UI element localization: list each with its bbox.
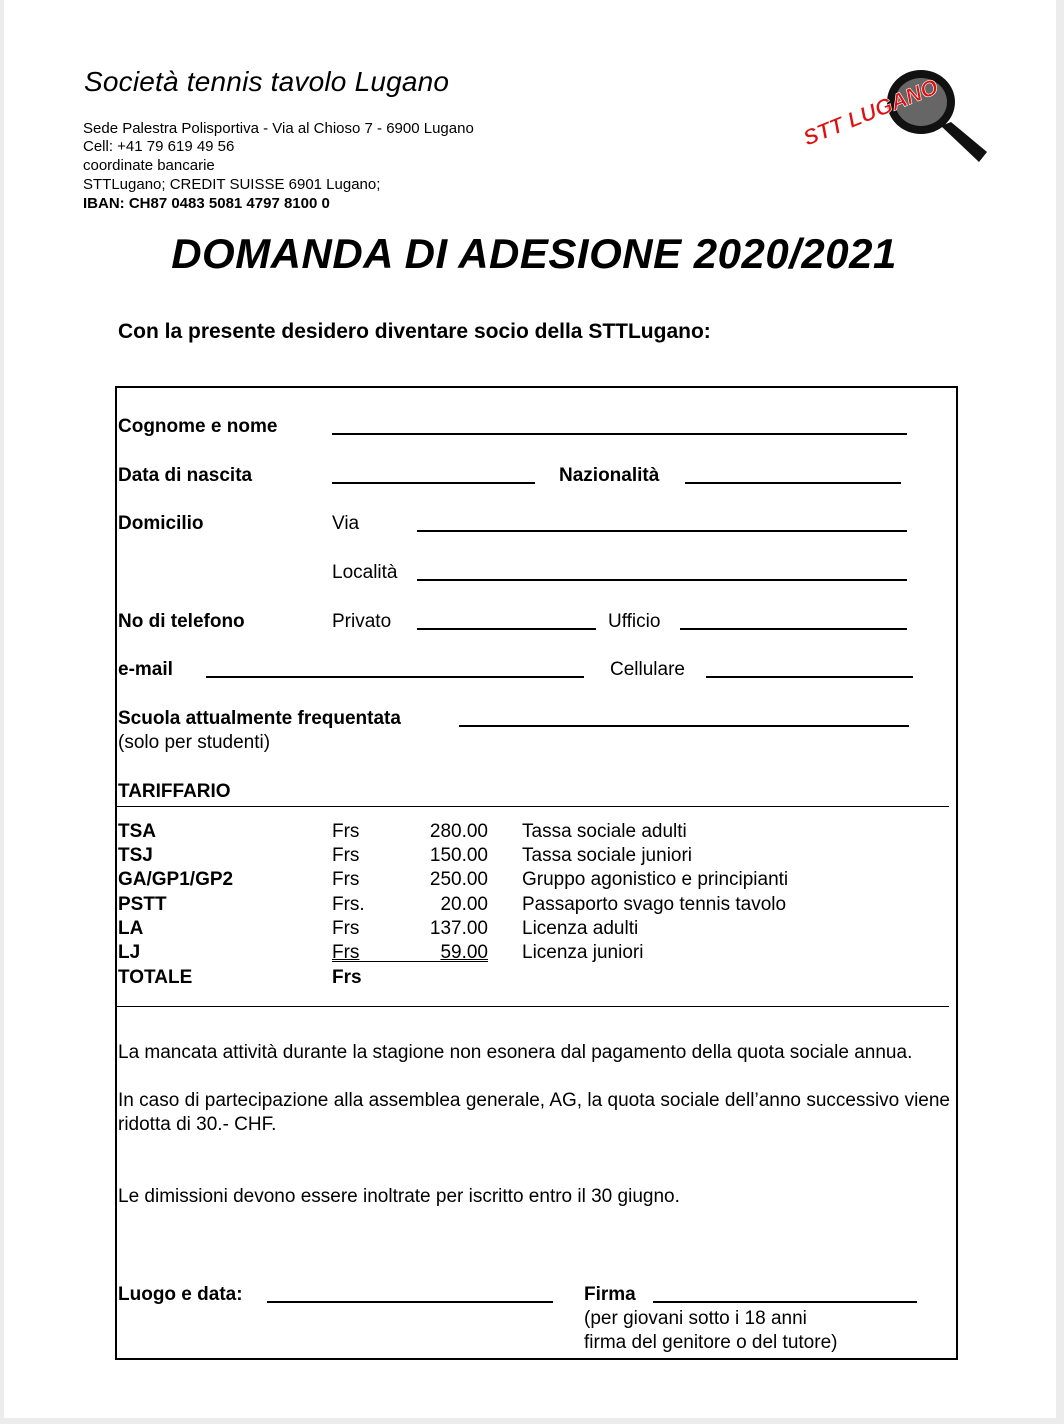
localita-field[interactable] xyxy=(417,579,907,581)
tariff-amount: 280.00 xyxy=(429,821,488,842)
label-scuola: Scuola attualmente frequentata xyxy=(118,708,401,729)
cognome-field[interactable] xyxy=(332,433,907,435)
ufficio-field[interactable] xyxy=(680,628,907,630)
tariff-description: Passaporto svago tennis tavolo xyxy=(522,893,787,915)
label-email: e-mail xyxy=(118,659,173,680)
label-privato: Privato xyxy=(332,611,392,632)
tariff-currency: Frs. xyxy=(332,893,365,915)
nascita-field[interactable] xyxy=(332,482,535,484)
tariff-description: Tassa sociale adulti xyxy=(522,821,687,842)
label-telefono: No di telefono xyxy=(118,611,245,632)
tariff-currency: Frs xyxy=(332,917,360,939)
tariff-currency: Frs xyxy=(332,869,360,891)
tariff-code: LA xyxy=(118,917,144,939)
tariff-description: Licenza juniori xyxy=(522,942,644,963)
scuola-field[interactable] xyxy=(459,725,909,727)
note-activity: La mancata attività durante la stagione non esonera dal pagamento della quota sociale annua. xyxy=(118,1042,913,1063)
note-assembly: In caso di partecipazione alla assemblea generale, AG, la quota sociale dell’anno successivo viene ridotta di 30.- CHF. xyxy=(118,1090,950,1135)
cell-line: Cell: +41 79 619 49 56 xyxy=(83,138,235,155)
note-resignation: Le dimissioni devono essere inoltrate per iscritto entro il 30 giugno. xyxy=(118,1186,680,1207)
tariff-amount: 59.00 xyxy=(440,942,488,963)
divider xyxy=(117,806,949,807)
tariff-amount: 20.00 xyxy=(440,893,488,915)
label-via: Via xyxy=(332,513,360,534)
document-page xyxy=(4,0,1056,1418)
bank-label: coordinate bancarie xyxy=(83,157,215,174)
tariff-amount: 137.00 xyxy=(429,917,488,939)
subtotal-underline xyxy=(332,961,488,962)
logo-text: STT LUGANO xyxy=(799,73,942,151)
tariff-description: Gruppo agonistico e principianti xyxy=(522,869,789,891)
firma-note-1: (per giovani sotto i 18 anni xyxy=(584,1308,807,1329)
firma-field[interactable] xyxy=(653,1301,917,1303)
tariff-description: Licenza adulti xyxy=(522,917,639,939)
tariff-code: PSTT xyxy=(118,893,167,915)
cellulare-field[interactable] xyxy=(706,676,913,678)
tariff-currency: Frs xyxy=(332,942,360,963)
label-domicilio: Domicilio xyxy=(118,513,204,534)
iban-line: IBAN: CH87 0483 5081 4797 8100 0 xyxy=(83,195,330,212)
label-cognome: Cognome e nome xyxy=(118,416,278,437)
tariff-code: GA/GP1/GP2 xyxy=(118,869,234,891)
address-line: Sede Palestra Polisportiva - Via al Chioso 7 - 6900 Lugano xyxy=(83,120,474,137)
email-field[interactable] xyxy=(206,676,584,678)
firma-note-2: firma del genitore o del tutore) xyxy=(584,1332,838,1353)
nazionalita-field[interactable] xyxy=(685,482,901,484)
via-field[interactable] xyxy=(417,530,907,532)
tariff-description: Tassa sociale juniori xyxy=(522,845,693,867)
tariff-code: TSJ xyxy=(118,845,153,867)
club-logo xyxy=(799,50,999,170)
label-cellulare: Cellulare xyxy=(610,659,685,680)
tariff-currency: Frs xyxy=(332,821,360,842)
org-name: Società tennis tavolo Lugano xyxy=(84,66,450,97)
tariff-code: LJ xyxy=(118,942,141,963)
label-luogo: Luogo e data: xyxy=(118,1284,243,1305)
label-nascita: Data di nascita xyxy=(118,465,253,486)
tariff-amount: 250.00 xyxy=(429,869,488,891)
label-localita: Località xyxy=(332,562,398,583)
label-ufficio: Ufficio xyxy=(608,611,661,632)
privato-field[interactable] xyxy=(417,628,596,630)
luogo-field[interactable] xyxy=(267,1301,553,1303)
label-firma: Firma xyxy=(584,1284,636,1305)
tariff-amount: 150.00 xyxy=(429,845,488,867)
page-title: DOMANDA DI ADESIONE 2020/2021 xyxy=(171,230,897,277)
divider xyxy=(117,1006,949,1007)
label-nazionalita: Nazionalità xyxy=(559,465,660,486)
tariffario-heading: TARIFFARIO xyxy=(118,781,231,802)
tariff-currency: Frs xyxy=(332,845,360,867)
intro-text: Con la presente desidero diventare socio della STTLugano: xyxy=(118,320,711,343)
tariff-code: TSA xyxy=(118,821,156,842)
total-currency: Frs xyxy=(332,967,362,988)
bank-line: STTLugano; CREDIT SUISSE 6901 Lugano; xyxy=(83,176,381,193)
total-label: TOTALE xyxy=(118,967,193,988)
scuola-note: (solo per studenti) xyxy=(118,732,271,753)
